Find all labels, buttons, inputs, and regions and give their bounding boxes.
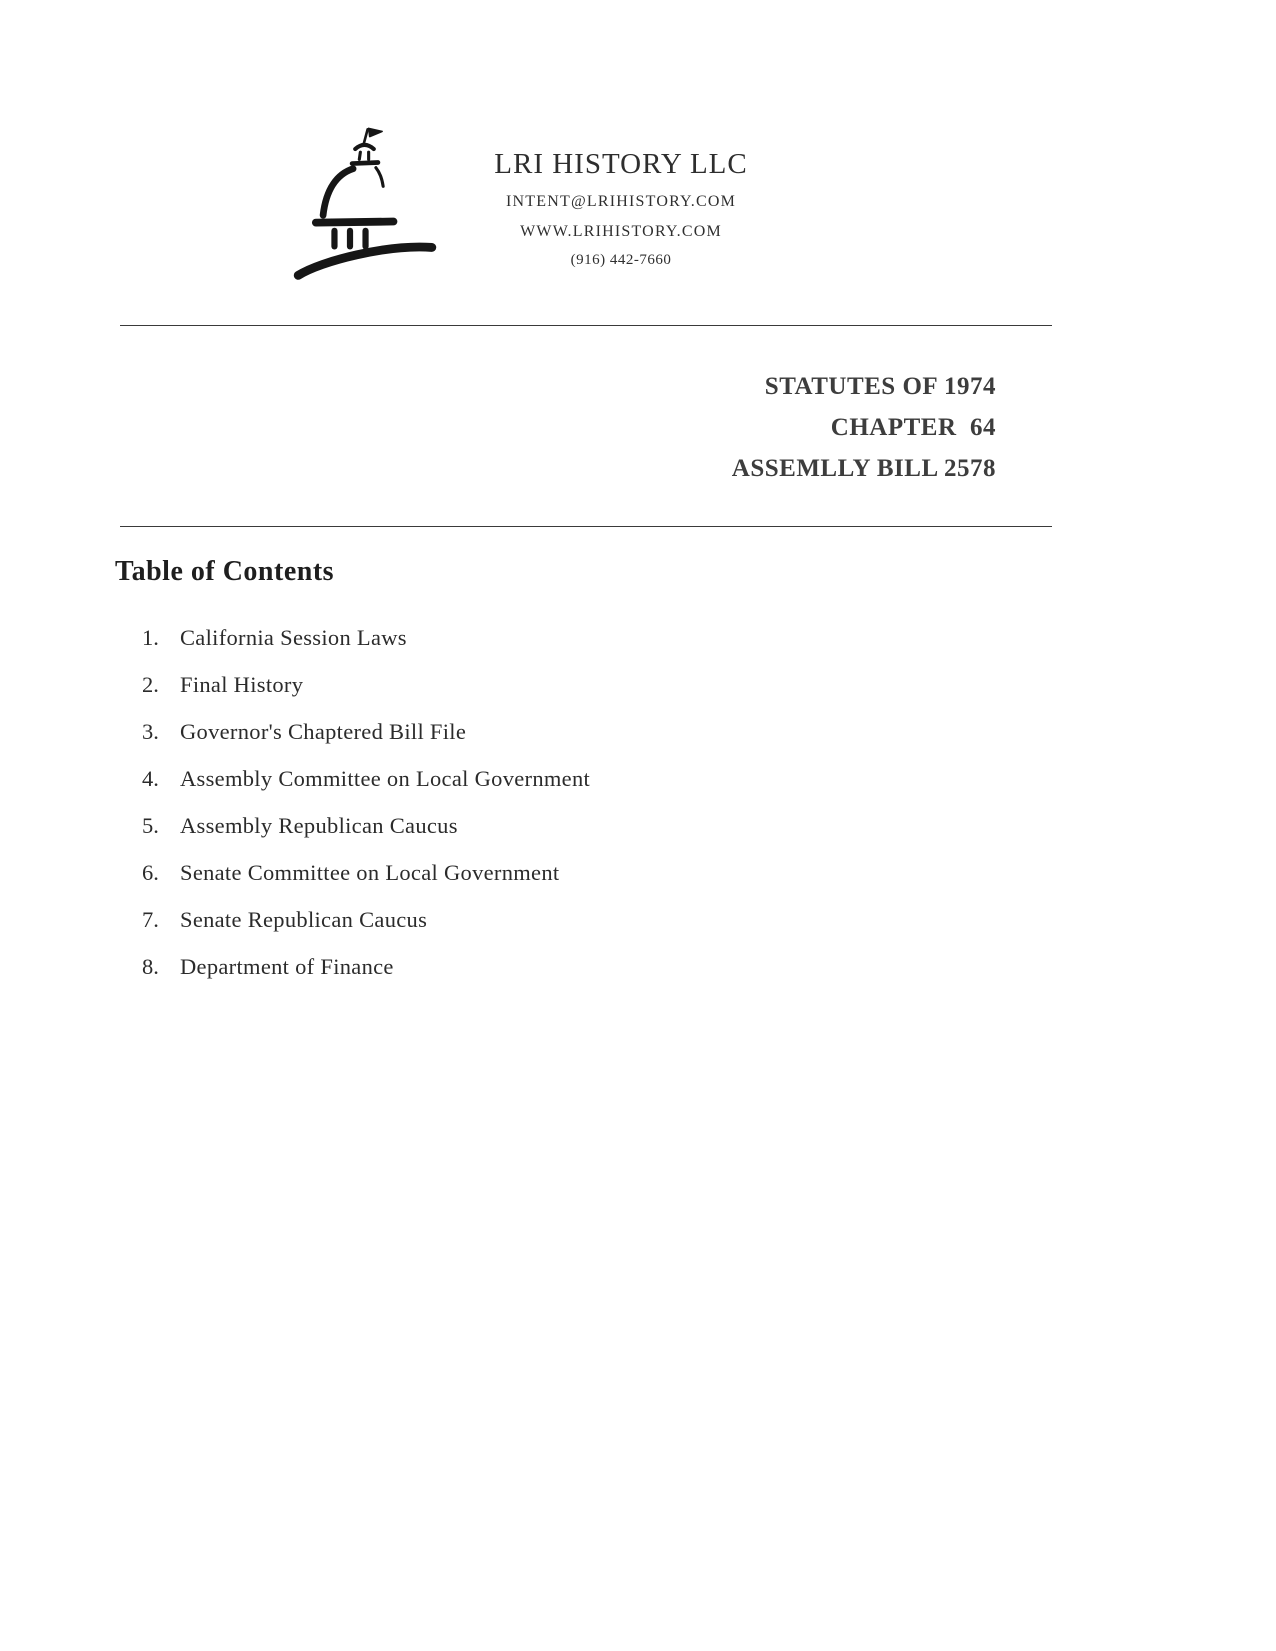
statute-year-line: STATUTES OF 1974 [764, 373, 996, 400]
toc-heading: Table of Contents [115, 556, 335, 587]
toc-item [142, 859, 590, 886]
toc-item-label: Assembly Republican Caucus [180, 813, 458, 838]
toc-item-number: 3. [142, 719, 159, 744]
toc-item-label: Governor's Chaptered Bill File [180, 719, 467, 744]
toc-item-number: 2. [142, 672, 159, 697]
statute-title-block [732, 366, 996, 489]
toc-item-label: Senate Committee on Local Government [180, 860, 560, 885]
toc-item-number: 5. [142, 813, 159, 838]
toc-item [142, 812, 590, 839]
statute-chapter-line: CHAPTER 64 [830, 414, 996, 441]
toc-item [142, 953, 590, 980]
contact-block [471, 122, 771, 269]
toc-item-label: Final History [180, 672, 304, 697]
toc-item-label: California Session Laws [180, 625, 407, 650]
toc-item [142, 718, 590, 745]
toc-item [142, 765, 590, 792]
toc-item-label: Assembly Committee on Local Government [180, 766, 591, 791]
company-email: INTENT@LRIHISTORY.COM [505, 193, 737, 210]
capitol-dome-logo-icon [292, 122, 437, 290]
company-website: WWW.LRIHISTORY.COM [520, 223, 722, 240]
toc-list [142, 624, 590, 1000]
toc-item-number: 7. [142, 907, 159, 932]
company-phone: (916) 442-7660 [570, 252, 672, 268]
letterhead [292, 122, 771, 290]
toc-item [142, 671, 590, 698]
toc-item-number: 4. [142, 766, 159, 791]
toc-item [142, 624, 590, 651]
toc-item-label: Senate Republican Caucus [180, 907, 428, 932]
company-name: LRI HISTORY LLC [494, 148, 748, 180]
toc-item-number: 8. [142, 954, 159, 979]
toc-item-number: 1. [142, 625, 159, 650]
toc-item-number: 6. [142, 860, 159, 885]
statute-bill-line: ASSEMLLY BILL 2578 [731, 455, 996, 482]
toc-item-label: Department of Finance [180, 954, 394, 979]
toc-item [142, 906, 590, 933]
horizontal-rule-top [120, 325, 1052, 326]
horizontal-rule-bottom [120, 526, 1052, 527]
